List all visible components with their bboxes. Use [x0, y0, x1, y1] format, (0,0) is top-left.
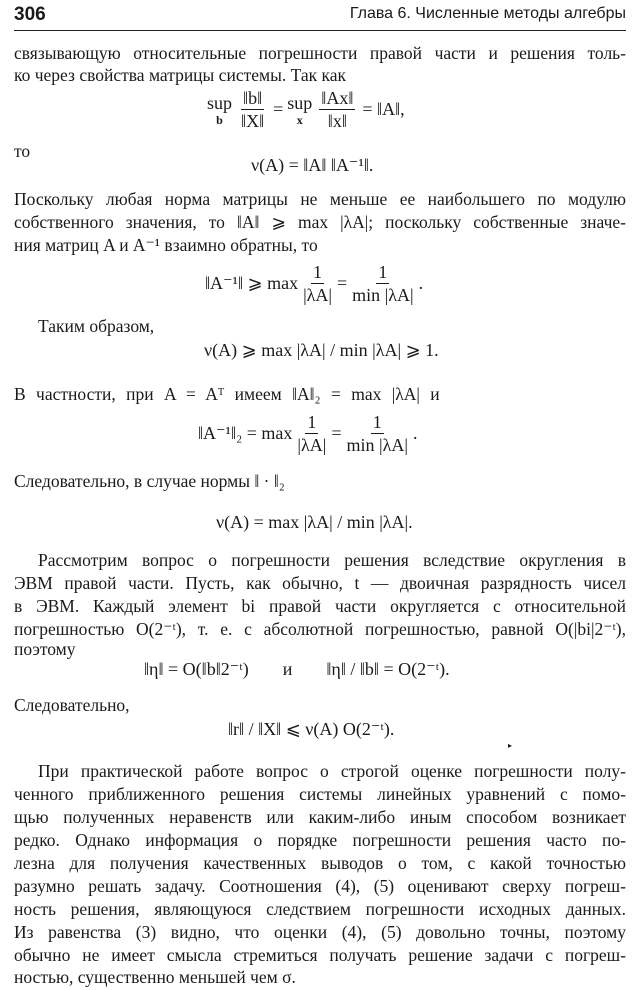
para7-line-5: лезна для получения качественных выводов о том, с какой точностью [14, 853, 626, 873]
fraction-Ax-over-x: $\frac{‖Ax‖}{‖x‖}$ [321, 88, 354, 131]
equation-inverse-2-norm: ‖A⁻¹‖₂ = max $\frac{1}{|\lambda A|}$ = $\frac{1}{\min |\lambda A|}$ . [198, 412, 418, 455]
para3-line: В частности, при A = Aᵀ имеем ‖A‖₂ = max |λA| и [14, 384, 440, 404]
para7-line-2: ченного приближенного решения системы линейных уравнений с помо- [14, 784, 626, 804]
para7-line-4: редко. Однако информация о порядке погрешности решения часто по- [14, 830, 626, 850]
fraction-one-over-lambda-2: $\frac{1}{|\lambda A|}$ [297, 412, 327, 455]
page-number: 306 [14, 4, 46, 25]
para1-line-2: ко через свойства матрицы системы. Так как [14, 65, 346, 85]
sup-operator-x: sup x [287, 93, 313, 127]
equation-inverse-norm-bound: ‖A⁻¹‖ ⩾ max $\frac{1}{|\lambda A|}$ = $\frac{1}{\min |\lambda A|}$ . [205, 262, 424, 305]
para7-line-3: щью полученных неравенств или каким-либо иным способом возникает [14, 807, 626, 827]
para5-line-4: погрешностью O(2⁻ᵗ), т. е. с абсолютной погрешностью, равной O(|bi|2⁻ᵗ), [14, 619, 626, 639]
para7-line-9: обычно не имеет смысла стремиться получать решение задачи с погреш- [14, 945, 626, 965]
scan-speck: ▸ [508, 741, 513, 750]
fraction-one-over-lambda: $\frac{1}{|\lambda A|}$ [303, 262, 333, 305]
fraction-one-over-min-lambda-2: $\frac{1}{\min |\lambda A|}$ [346, 412, 408, 455]
para5-line-5: поэтому [14, 639, 76, 659]
para4-line: Следовательно, в случае нормы ‖ · ‖₂ [14, 471, 285, 491]
taking-line: Таким образом, [38, 316, 155, 336]
para2-line-2: собственного значения, то ‖A‖ ⩾ max |λA|; поскольку собственные значе- [14, 212, 626, 232]
para5-line-3: в ЭВМ. Каждый элемент bi правой части округляется с относительной [14, 596, 626, 616]
para7-line-7: ность решения, являющуюся следствием погрешности исходных данных. [14, 899, 626, 919]
para7-line-10: ностью, существенно меньшей чем σ. [14, 967, 296, 987]
page-header [14, 4, 626, 28]
para5-line-2: ЭВМ правой части. Пусть, как обычно, t — двоичная разрядность чисел [14, 573, 626, 593]
equation-nu-lower-bound: ν(A) ⩾ max |λA| / min |λA| ⩾ 1. [204, 339, 439, 360]
equation-condition-number: ν(A) = ‖A‖ ‖A⁻¹‖. [251, 154, 374, 175]
sup-operator-b: sup b [207, 93, 233, 127]
equation-nu-ratio: ν(A) = max |λA| / min |λA|. [216, 511, 413, 532]
para6-line: Следовательно, [14, 695, 130, 715]
fraction-b-over-X: $\frac{‖b‖}{‖X‖}$ [241, 88, 265, 131]
para2-line-3: ния матриц A и A⁻¹ взаимно обратны, то [14, 235, 318, 255]
para7-line-1: При практической работе вопрос о строгой оценке погрешности полу- [38, 761, 626, 781]
equation-sup-norm: sup b $\frac{‖b‖}{‖X‖}$ = sup x $\frac{‖Ax‖}{‖x‖}$ = ‖A‖, [207, 88, 405, 131]
para7-line-6: разумно решать задачу. Соотношения (4), (5) оценивают сверху погреш- [14, 876, 626, 896]
fraction-one-over-min-lambda: $\frac{1}{\min |\lambda A|}$ [352, 262, 414, 305]
equation-residual-bound: ‖r‖ / ‖X‖ ⩽ ν(A) O(2⁻ᵗ). [228, 718, 395, 739]
equation-eta-bounds: ‖η‖ = O(‖b‖2⁻ᵗ) и ‖η‖ / ‖b‖ = O(2⁻ᵗ). [144, 658, 450, 679]
running-head: Глава 6. Численные методы алгебры [349, 5, 626, 22]
para5-line-1: Рассмотрим вопрос о погрешности решения вследствие округления в [38, 550, 626, 570]
header-rule [14, 30, 626, 31]
para2-line-1: Поскольку любая норма матрицы не меньше ее наибольшего по модулю [14, 189, 626, 209]
word-to: то [14, 141, 31, 161]
para7-line-8: Из равенства (3) видно, что оценки (4), (5) довольно точны, поэтому [14, 922, 626, 942]
para1-line-1: связывающую относительные погрешности правой части и решения толь- [14, 43, 626, 63]
